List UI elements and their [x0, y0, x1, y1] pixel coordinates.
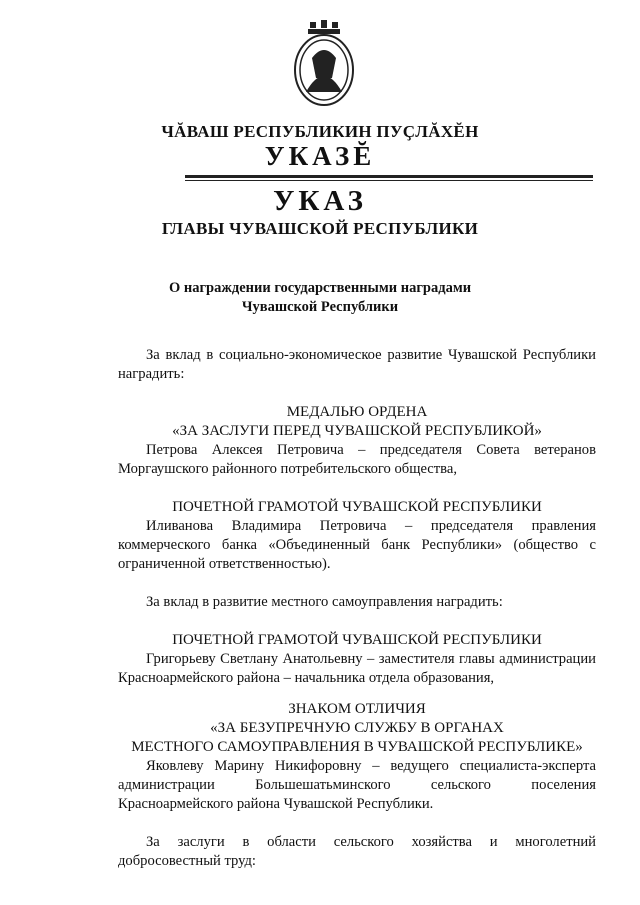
document-subject [0, 279, 640, 317]
award-heading-badge-name-1: «ЗА БЕЗУПРЕЧНУЮ СЛУЖБУ В ОРГАНАХ [210, 720, 504, 736]
document-title: УКАЗ [273, 185, 367, 217]
recipient-petrov: Петрова Алексея Петровича – председателя Совета ветеранов Моргаушского районного потребительского общества, [118, 442, 596, 477]
recipient-grigorieva: Григорьеву Светлану Анатольевну – заместителя главы администрации Красноармейского района – начальника отдела образования, [118, 651, 596, 686]
subject-line-1: О награждении государственными наградами [168, 280, 472, 296]
paragraph-local-government: За вклад в развитие местного самоуправления наградить: [146, 594, 503, 610]
paragraph-agriculture: За заслуги в области сельского хозяйства и многолетний добросовестный труд: [118, 834, 596, 869]
award-heading-medal: МЕДАЛЬЮ ОРДЕНА [286, 404, 428, 420]
award-heading-gramota-2: ПОЧЕТНОЙ ГРАМОТОЙ ЧУВАШСКОЙ РЕСПУБЛИКИ [172, 632, 542, 648]
recipient-yakovleva: Яковлеву Марину Никифоровну – ведущего специалиста-эксперта администрации Большешатьминского сельского поселения Красноармейского района Чувашской Республики. [118, 758, 596, 812]
document-body [118, 346, 596, 871]
chuvash-header-line: ЧĂВАШ РЕСПУБЛИКИН ПУҪЛĂХĔН [161, 122, 479, 141]
award-heading-badge-name-2: МЕСТНОГО САМОУПРАВЛЕНИЯ В ЧУВАШСКОЙ РЕСПУБЛИКЕ» [131, 739, 583, 755]
header-divider [185, 175, 593, 182]
document-subtitle: ГЛАВЫ ЧУВАШСКОЙ РЕСПУБЛИКИ [161, 219, 479, 238]
chuvash-title: УКАЗĔ [264, 141, 376, 171]
award-heading-medal-name: «ЗА ЗАСЛУГИ ПЕРЕД ЧУВАШСКОЙ РЕСПУБЛИКОЙ» [172, 423, 542, 439]
award-heading-gramota-1: ПОЧЕТНОЙ ГРАМОТОЙ ЧУВАШСКОЙ РЕСПУБЛИКИ [172, 499, 542, 515]
emblem-icon [292, 20, 356, 108]
award-heading-badge: ЗНАКОМ ОТЛИЧИЯ [288, 701, 426, 717]
paragraph-socioeconomic: За вклад в социально-экономическое развитие Чувашской Республики наградить: [118, 347, 596, 382]
coat-of-arms-emblem [292, 20, 356, 108]
recipient-ilivanov: Иливанова Владимира Петровича – председателя правления коммерческого банка «Объединенный банк Республики» (общество с ограниченной ответственностью). [118, 518, 596, 572]
subject-line-2: Чувашской Республики [241, 299, 399, 315]
